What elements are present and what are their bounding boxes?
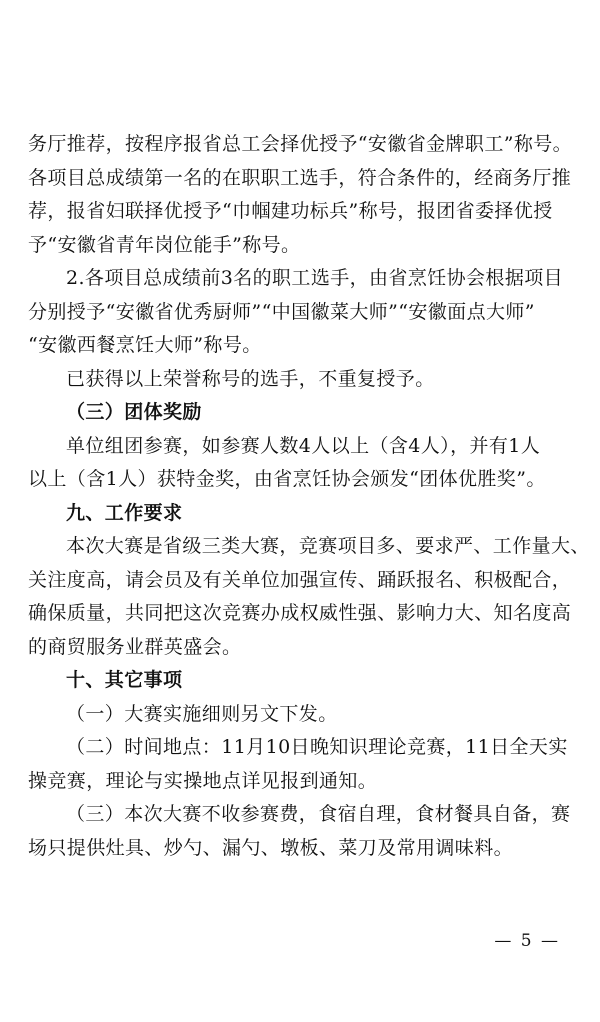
text-line: 单位组团参赛，如参赛人数4人以上（含4人），并有1人	[66, 434, 541, 457]
text-line: 操竞赛，理论与实操地点详见报到通知。	[28, 769, 378, 792]
text-line: 本次大赛是省级三类大赛，竞赛项目多、要求严、工作量大、	[66, 535, 590, 557]
document-body	[28, 128, 590, 865]
text-line: （三）本次大赛不收参赛费，食宿自理，食材餐具自备，赛	[66, 803, 571, 825]
text-line: 荐，报省妇联择优授予“巾帼建功标兵”称号，报团省委择优授	[28, 200, 553, 222]
text-line: “安徽西餐烹饪大师”称号。	[28, 334, 262, 356]
text-line: 务厅推荐，按程序报省总工会择优授予“安徽省金牌职工”称号。	[28, 133, 573, 155]
text-line: 以上（含1人）获特金奖，由省烹饪协会颁发“团体优胜奖”。	[28, 468, 546, 490]
text-line: 分别授予“安徽省优秀厨师”“中国徽菜大师”“安徽面点大师”	[28, 300, 535, 323]
text-line: （二）时间地点：11月10日晚知识理论竞赛，11日全天实	[66, 736, 568, 758]
text-line: 已获得以上荣誉称号的选手，不重复授予。	[66, 367, 435, 390]
text-line: 予“安徽省青年岗位能手”称号。	[28, 233, 301, 256]
text-line: 场只提供灶具、炒勺、漏勺、墩板、菜刀及常用调味料。	[28, 836, 514, 859]
text-line: 的商贸服务业群英盛会。	[28, 635, 242, 658]
section-heading: （三）团体奖励	[66, 401, 202, 423]
section-heading: 十、其它事项	[66, 669, 183, 691]
text-line: 确保质量，共同把这次竞赛办成权威性强、影响力大、知名度高	[28, 602, 572, 624]
page-number: — 5 —	[494, 931, 560, 951]
text-line: 2.各项目总成绩前3名的职工选手，由省烹饪协会根据项目	[66, 267, 564, 289]
text-line: 各项目总成绩第一名的在职职工选手，符合条件的，经商务厅推	[28, 166, 572, 189]
text-line: （一）大赛实施细则另文下发。	[66, 702, 338, 725]
section-heading: 九、工作要求	[66, 501, 183, 524]
text-line: 关注度高，请会员及有关单位加强宣传、踊跃报名、积极配合，	[28, 568, 572, 591]
